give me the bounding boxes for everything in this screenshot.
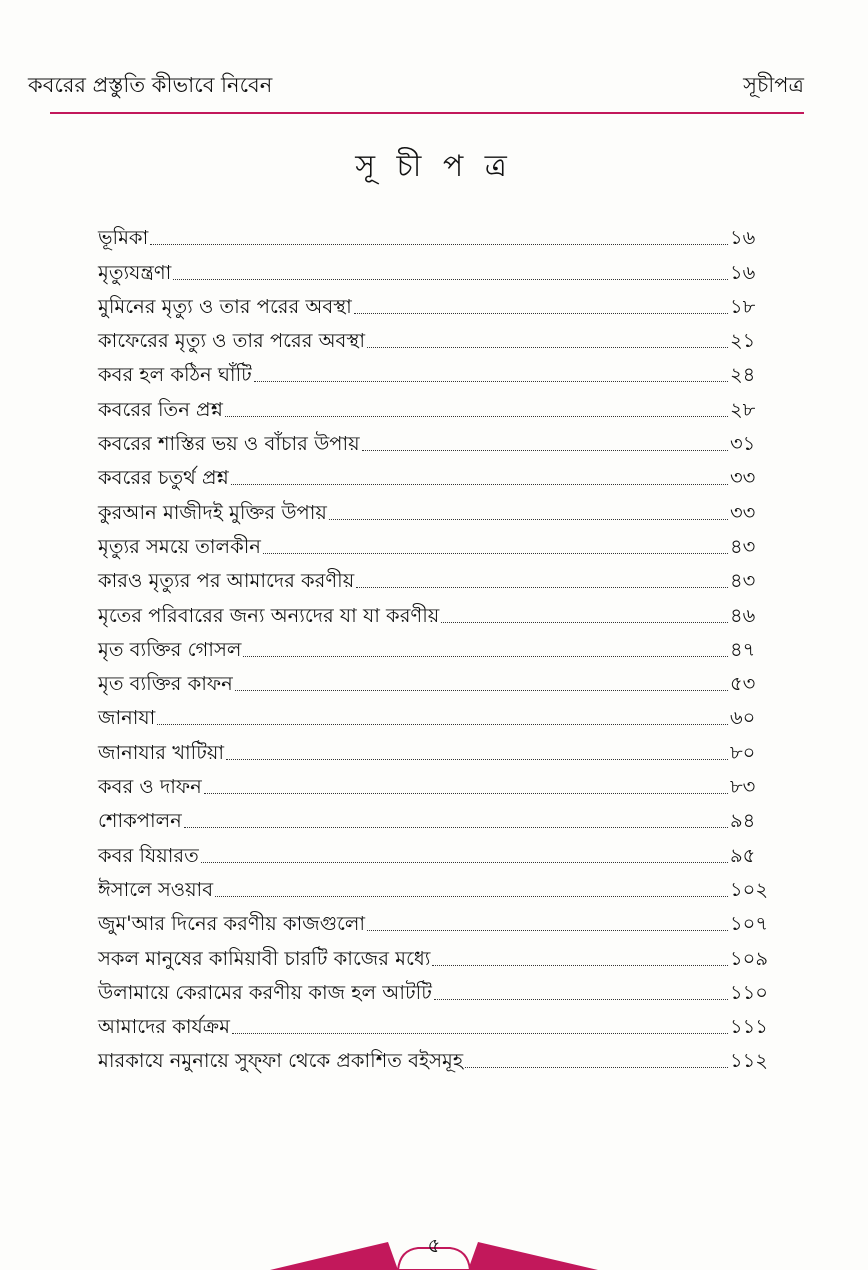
dot-leader — [243, 656, 728, 657]
toc-entry — [98, 250, 774, 284]
toc-entry-page: ৩৩ — [730, 466, 756, 490]
toc-entry-page: ১১১ — [730, 1015, 768, 1039]
section-title: সূচীপত্র — [743, 73, 804, 97]
toc-entry-title: মারকাযে নমুনায়ে সুফ্ফা থেকে প্রকাশিত বইসমূহ — [98, 1049, 464, 1073]
toc-entry — [98, 559, 774, 593]
dot-leader — [465, 1067, 728, 1068]
dot-leader — [150, 244, 728, 245]
book-title: কবরের প্রস্তুতি কীভাবে নিবেন — [28, 73, 273, 97]
toc-entry-page: ৬০ — [730, 706, 756, 730]
toc-entry-page: ১৮ — [730, 294, 756, 318]
toc-entry-page: ৪৬ — [730, 603, 756, 627]
toc-entry-title: মৃত্যুযন্ত্রণা — [98, 260, 172, 284]
toc-entry-title: আমাদের কার্যক্রম — [98, 1015, 230, 1039]
page-number: ৫ — [427, 1233, 441, 1257]
toc-entry-title: কবরের তিন প্রশ্ন — [98, 397, 223, 421]
dot-leader — [441, 622, 728, 623]
toc-entry — [98, 868, 774, 902]
toc-entry-title: মুমিনের মৃত্যু ও তার পরের অবস্থা — [98, 294, 352, 318]
dot-leader — [254, 381, 728, 382]
toc-entry-title: মৃতের পরিবারের জন্য অন্যদের যা যা করণীয় — [98, 603, 440, 627]
toc-entry-page: ২৪ — [730, 363, 756, 387]
dot-leader — [235, 690, 728, 691]
toc-entry-page: ৩৩ — [730, 500, 756, 524]
dot-leader — [157, 724, 728, 725]
toc-entry-title: জানাযার খাটিয়া — [98, 740, 225, 764]
toc-entry-page: ৯৫ — [730, 843, 756, 867]
toc-entry — [98, 1039, 774, 1073]
toc-entry — [98, 456, 774, 490]
dot-leader — [201, 862, 728, 863]
toc-entry-title: মৃত্যুর সময়ে তালকীন — [98, 534, 261, 558]
toc-entry-page: ১৬ — [730, 226, 756, 250]
dot-leader — [329, 519, 728, 520]
toc-entry-page: ১০৭ — [730, 912, 769, 936]
toc-entry — [98, 696, 774, 730]
toc-entry-title: ঈসালে সওয়াব — [98, 877, 214, 901]
toc-entry-title: উলামায়ে কেরামের করণীয় কাজ হল আটটি — [98, 980, 432, 1004]
toc-entry — [98, 216, 774, 250]
toc-entry — [98, 525, 774, 559]
toc-entry — [98, 902, 774, 936]
toc-entry-title: কবর যিয়ারত — [98, 843, 199, 867]
toc-entry — [98, 593, 774, 627]
toc-entry-page: ১৬ — [730, 260, 756, 284]
toc-entry-page: ৫৩ — [730, 672, 756, 696]
toc-entry — [98, 971, 774, 1005]
toc-heading: সূ চী প ত্র — [355, 149, 513, 184]
dot-leader — [225, 416, 728, 417]
toc-entry-title: কবরের চতুর্থ প্রশ্ন — [98, 466, 229, 490]
toc-entry — [98, 422, 774, 456]
dot-leader — [215, 896, 728, 897]
toc-entry-title: কাফেরের মৃত্যু ও তার পরের অবস্থা — [98, 329, 365, 353]
toc-entry — [98, 387, 774, 421]
dot-leader — [434, 999, 728, 1000]
dot-leader — [367, 930, 728, 931]
toc-entry-page: ৪৭ — [730, 637, 756, 661]
toc-entry — [98, 936, 774, 970]
toc-entry — [98, 285, 774, 319]
dot-leader — [184, 827, 728, 828]
toc-entry-page: ১০৯ — [730, 946, 768, 970]
toc-entry — [98, 730, 774, 764]
toc-entry-title: সকল মানুষের কামিয়াবী চারটি কাজের মধ্যে — [98, 946, 431, 970]
toc-entry-title: কারও মৃত্যুর পর আমাদের করণীয় — [98, 569, 355, 593]
toc-entry-page: ৯৪ — [730, 809, 756, 833]
toc-entry-page: ২১ — [730, 329, 756, 353]
toc-entry-title: মৃত ব্যক্তির কাফন — [98, 672, 233, 696]
dot-leader — [432, 965, 728, 966]
toc-entry-page: ৮০ — [730, 740, 756, 764]
toc-entry — [98, 319, 774, 353]
dot-leader — [231, 484, 728, 485]
toc-entry — [98, 799, 774, 833]
dot-leader — [367, 347, 728, 348]
header-rule — [50, 112, 804, 114]
toc-entry — [98, 490, 774, 524]
dot-leader — [226, 759, 728, 760]
toc-entry — [98, 833, 774, 867]
toc-entry — [98, 765, 774, 799]
toc-entry-page: ১০২ — [730, 877, 769, 901]
dot-leader — [263, 553, 728, 554]
toc-entry-page: ২৮ — [730, 397, 756, 421]
toc-entry-title: ভূমিকা — [98, 226, 149, 250]
running-header — [28, 70, 804, 104]
toc-entry — [98, 1005, 774, 1039]
toc-entry-page: ১১২ — [730, 1049, 768, 1073]
toc-entry-page: ৩১ — [730, 432, 756, 456]
dot-leader — [232, 1033, 728, 1034]
toc-entry — [98, 353, 774, 387]
toc-list — [98, 216, 774, 1073]
toc-entry — [98, 662, 774, 696]
dot-leader — [362, 450, 728, 451]
toc-entry-page: ৪৩ — [730, 534, 756, 558]
dot-leader — [354, 313, 728, 314]
toc-entry-title: কবরের শাস্তির ভয় ও বাঁচার উপায় — [98, 432, 360, 456]
toc-entry-page: ৮৩ — [730, 775, 756, 799]
toc-entry-title: শোকপালন — [98, 809, 182, 833]
dot-leader — [204, 793, 728, 794]
dot-leader — [356, 587, 728, 588]
toc-entry-title: জানাযা — [98, 706, 156, 730]
toc-entry-title: কবর হল কঠিন ঘাঁটি — [98, 363, 252, 387]
toc-entry-title: জুম'আর দিনের করণীয় কাজগুলো — [98, 912, 366, 936]
toc-entry-title: কবর ও দাফন — [98, 775, 202, 799]
toc-entry — [98, 628, 774, 662]
toc-entry-title: কুরআন মাজীদই মুক্তির উপায় — [98, 500, 327, 524]
toc-entry-title: মৃত ব্যক্তির গোসল — [98, 637, 242, 661]
toc-entry-page: ৪৩ — [730, 569, 756, 593]
toc-entry-page: ১১০ — [730, 980, 768, 1004]
dot-leader — [173, 279, 728, 280]
